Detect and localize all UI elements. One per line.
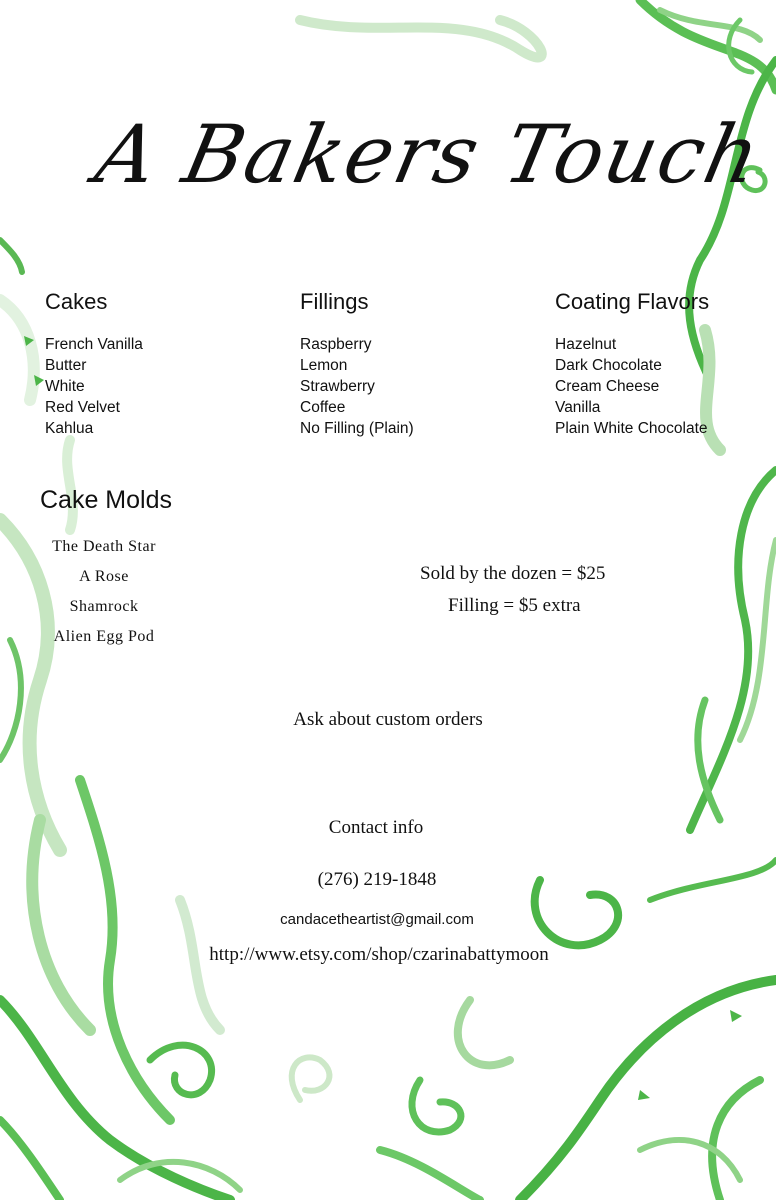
coating-flavors-list [555,334,709,439]
list-item: Red Velvet [45,399,120,416]
cakes-section [45,288,143,439]
contact-email[interactable]: candacetheartist@gmail.com [280,911,474,928]
list-item: Raspberry [300,336,372,353]
list-item: Butter [45,357,87,374]
list-item: Kahlua [45,420,94,437]
list-item: A Rose [79,568,129,585]
fillings-list [300,334,414,439]
contact-heading: Contact info [328,817,424,838]
list-item: Coffee [300,399,346,416]
price-filling: Filling = $5 extra [448,595,581,616]
list-item: French Vanilla [45,336,143,353]
contact-phone: (276) 219-1848 [317,869,437,890]
list-item: Dark Chocolate [555,357,662,374]
cake-molds-heading: Cake Molds [40,486,172,514]
fillings-section [300,288,414,439]
custom-orders-note: Ask about custom orders [293,709,483,730]
list-item: The Death Star [52,538,156,555]
fillings-heading: Fillings [300,289,369,314]
list-item: Strawberry [300,378,375,395]
list-item: Alien Egg Pod [53,628,155,645]
list-item: Vanilla [555,399,601,416]
list-item: No Filling (Plain) [300,420,414,437]
list-item: Plain White Chocolate [555,420,708,437]
list-item: Lemon [300,357,348,374]
list-item: Shamrock [69,598,139,615]
list-item: Hazelnut [555,336,617,353]
coating-flavors-heading: Coating Flavors [555,289,710,314]
page-title: A Bakers Touch [88,108,770,201]
cakes-heading: Cakes [45,289,108,314]
list-item: White [45,378,85,395]
price-dozen: Sold by the dozen = $25 [420,563,606,584]
coating-flavors-section [555,288,709,439]
cakes-list [45,334,143,439]
contact-website-link[interactable]: http://www.etsy.com/shop/czarinabattymoon [209,944,549,965]
cake-molds-list [40,532,168,652]
list-item: Cream Cheese [555,378,660,395]
